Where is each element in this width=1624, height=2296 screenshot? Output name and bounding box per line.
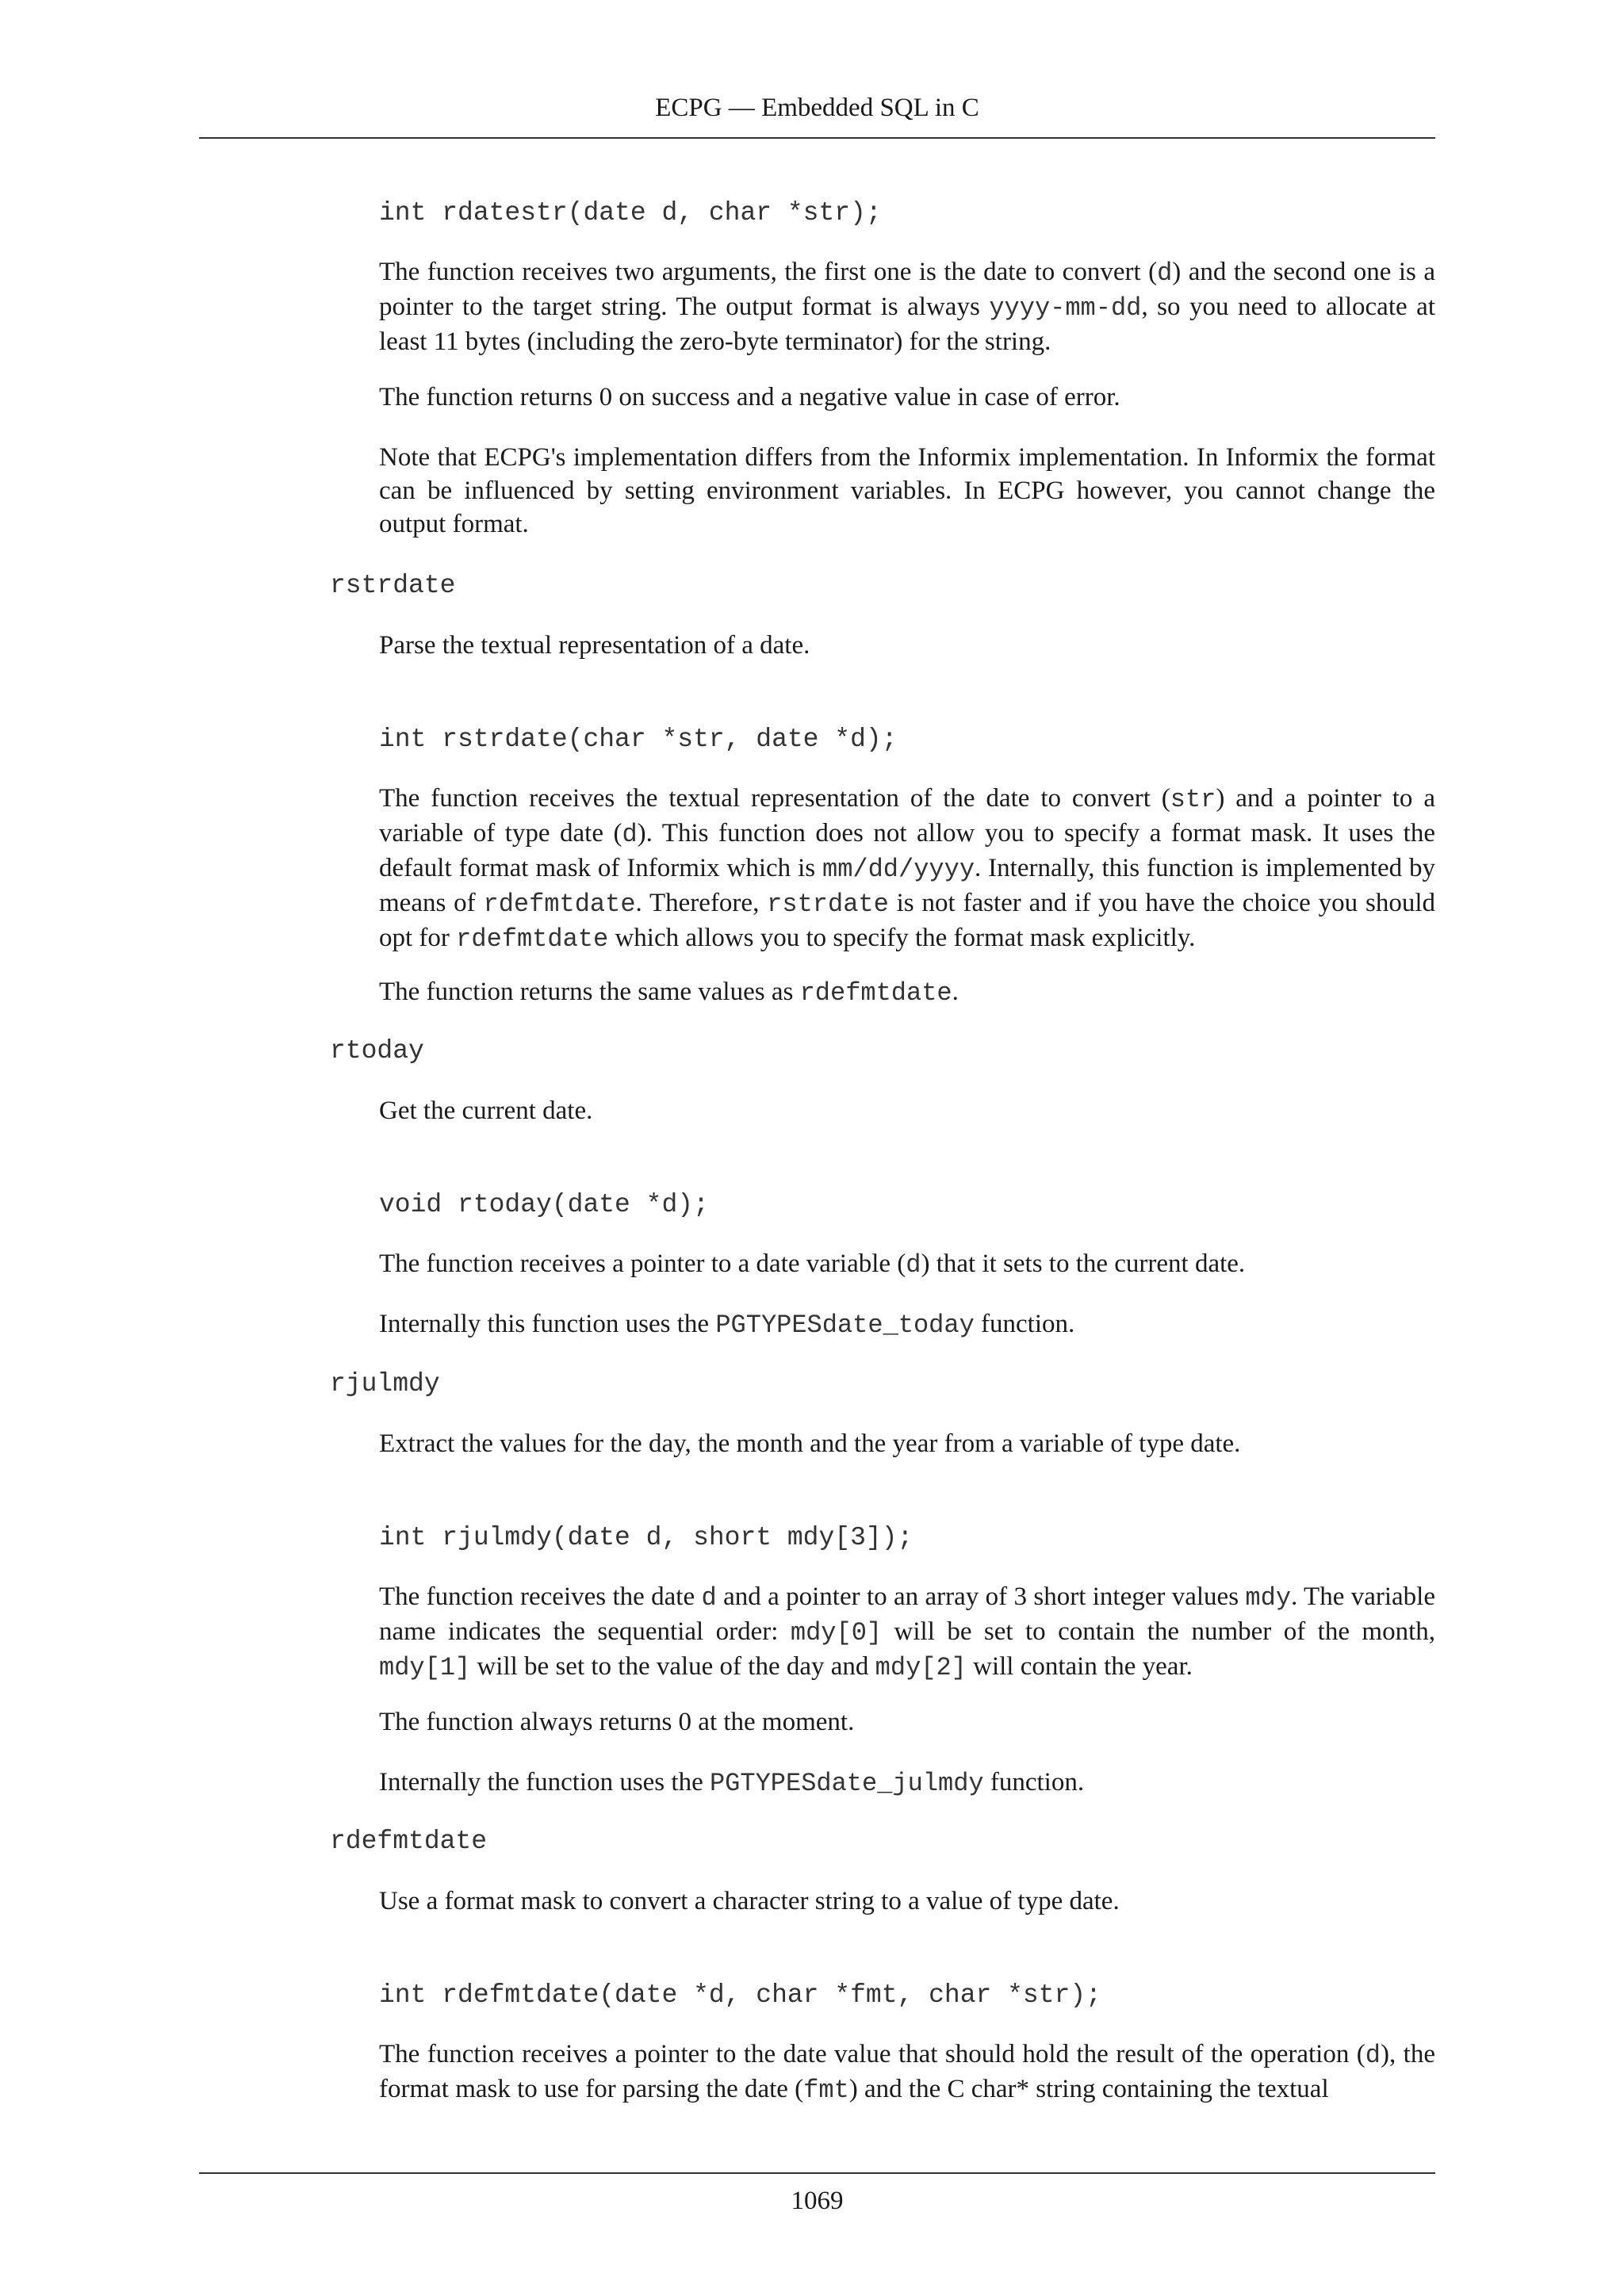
rstrdate-return-paragraph xyxy=(379,975,1435,1010)
code-literal: fmt xyxy=(803,2076,849,2105)
rjulmdy-description-paragraph xyxy=(379,1580,1435,1685)
rjulmdy-synopsis: int rjulmdy(date d, short mdy[3]); xyxy=(379,1523,914,1552)
text-run: is not faster and if you have the choice you should opt for xyxy=(379,889,1436,952)
text-run: The function receives two arguments, the first one is the date to convert ( xyxy=(379,258,1158,286)
footer-rule xyxy=(199,2172,1435,2174)
term-rtoday: rtoday xyxy=(330,1036,424,1066)
code-literal: mdy[0] xyxy=(790,1618,883,1647)
rdatestr-synopsis: int rdatestr(date d, char *str); xyxy=(379,198,882,228)
code-literal: rdefmtdate xyxy=(799,978,952,1008)
code-literal: PGTYPESdate_julmdy xyxy=(709,1769,984,1798)
code-literal: mm/dd/yyyy xyxy=(822,855,975,884)
code-literal: d xyxy=(622,820,638,849)
text-run: The function receives a pointer to a date variable ( xyxy=(379,1249,906,1278)
text-run: ) and a pointer to a variable of type date ( xyxy=(379,784,1435,848)
rtoday-internal-paragraph xyxy=(379,1307,1435,1342)
code-literal: d xyxy=(906,1250,921,1280)
text-run: . Therefore, xyxy=(635,889,768,917)
text-run: The function returns the same values as xyxy=(379,978,800,1006)
code-literal: rdefmtdate xyxy=(456,924,609,954)
text-run: ) and the C char* string containing the textual xyxy=(848,2075,1329,2103)
code-literal: d xyxy=(1157,258,1173,288)
text-run: The function receives the date xyxy=(379,1582,702,1611)
rjulmdy-internal-paragraph xyxy=(379,1766,1435,1800)
term-rjulmdy: rjulmdy xyxy=(330,1369,440,1399)
text-run: . The variable name indicates the sequential order: xyxy=(379,1582,1435,1646)
text-run: . Internally, this function is implemented by means of xyxy=(379,854,1435,917)
text-run: which allows you to specify the format mask explicitly. xyxy=(608,924,1196,952)
rtoday-summary: Get the current date. xyxy=(379,1096,593,1125)
text-run: , so you need to allocate at least 11 bytes (including the zero-byte terminator) for the string. xyxy=(379,293,1435,356)
code-literal: yyyy-mm-dd xyxy=(989,293,1142,323)
code-literal: mdy xyxy=(1245,1583,1292,1613)
rtoday-synopsis: void rtoday(date *d); xyxy=(379,1190,709,1219)
rtoday-description-paragraph xyxy=(379,1247,1435,1282)
code-literal: mdy[2] xyxy=(875,1653,967,1682)
term-rdefmtdate: rdefmtdate xyxy=(330,1827,488,1856)
rdatestr-return-paragraph: The function returns 0 on success and a negative value in case of error. xyxy=(379,383,1120,411)
code-literal: mdy[1] xyxy=(379,1653,471,1682)
text-run: The function receives a pointer to the date value that should hold the result of the operation ( xyxy=(379,2040,1365,2068)
text-run: ). This function does not allow you to specify a format mask. It uses the default format mask of Informix which is xyxy=(379,819,1435,882)
text-run: ), the format mask to use for parsing the date ( xyxy=(379,2040,1435,2103)
code-literal: PGTYPESdate_today xyxy=(715,1311,975,1340)
code-literal: d xyxy=(1365,2041,1381,2070)
text-run: and a pointer to an array of 3 short integer values xyxy=(716,1582,1246,1611)
header-rule xyxy=(199,137,1435,139)
rjulmdy-summary: Extract the values for the day, the month and the year from a variable of type date. xyxy=(379,1429,1241,1458)
rdefmtdate-summary: Use a format mask to convert a character string to a value of type date. xyxy=(379,1887,1120,1915)
text-run: ) that it sets to the current date. xyxy=(921,1249,1246,1278)
rdatestr-note-paragraph: Note that ECPG's implementation differs from the Informix implementation. In Informix the format can be influenced by setting environment variables. In ECPG however, you cannot change the output format. xyxy=(379,443,1435,538)
text-run: function. xyxy=(983,1768,1085,1797)
code-literal: str xyxy=(1170,785,1216,814)
text-run: will contain the year. xyxy=(966,1652,1193,1681)
text-run: . xyxy=(952,978,959,1006)
rstrdate-description-paragraph xyxy=(379,782,1435,956)
rjulmdy-return-paragraph: The function always returns 0 at the moment. xyxy=(379,1708,855,1736)
text-run: ) and the second one is a pointer to the target string. The output format is always xyxy=(379,258,1435,321)
rstrdate-summary: Parse the textual representation of a date. xyxy=(379,631,810,660)
rdefmtdate-synopsis: int rdefmtdate(date *d, char *fmt, char *str); xyxy=(379,1980,1101,2010)
text-run: will be set to the value of the day and xyxy=(470,1652,875,1681)
rdatestr-description-paragraph xyxy=(379,255,1435,358)
running-header: ECPG — Embedded SQL in C xyxy=(655,94,979,122)
page-number: 1069 xyxy=(791,2187,844,2215)
text-run: function. xyxy=(974,1310,1075,1338)
code-literal: rdefmtdate xyxy=(483,890,636,919)
term-rstrdate: rstrdate xyxy=(330,571,456,600)
rdefmtdate-description-paragraph xyxy=(379,2038,1435,2107)
text-run: The function receives the textual representation of the date to convert ( xyxy=(379,784,1170,813)
text-run: Internally the function uses the xyxy=(379,1768,710,1797)
rstrdate-synopsis: int rstrdate(char *str, date *d); xyxy=(379,725,898,754)
code-literal: rstrdate xyxy=(767,890,889,919)
text-run: will be set to contain the number of the month, xyxy=(882,1617,1435,1646)
code-literal: d xyxy=(701,1583,717,1613)
text-run: Internally this function uses the xyxy=(379,1310,716,1338)
